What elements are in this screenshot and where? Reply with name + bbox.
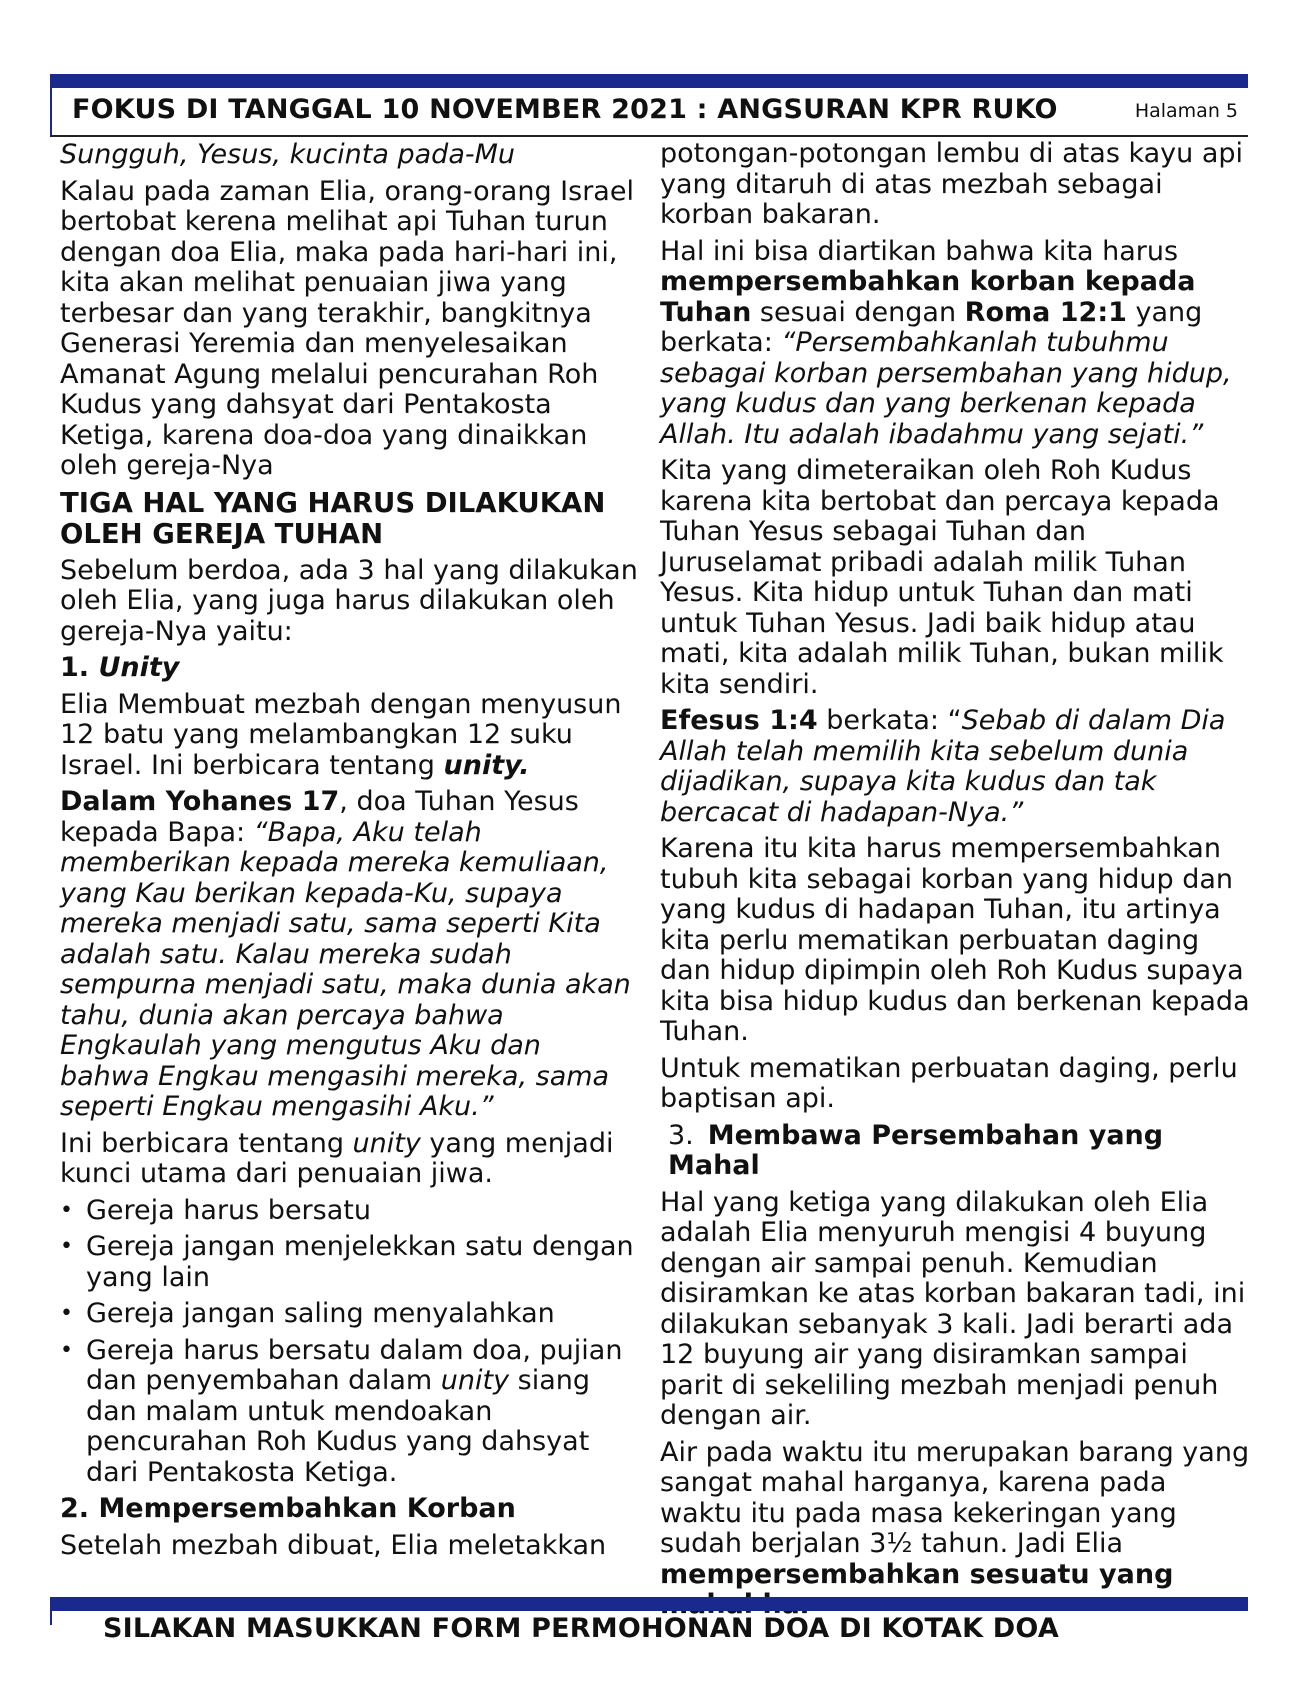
header-rule	[50, 135, 1248, 137]
quote: “Persembahkanlah tubuhmu sebagai korban persembahan yang hidup, yang kudus dan yang berkenan kepada Allah. Itu adalah ibadahmu yang sejati.”	[660, 327, 1232, 450]
page-header	[72, 92, 1248, 132]
point-number: 3.	[668, 1119, 694, 1151]
paragraph: Hal yang ketiga yang dilakukan oleh Elia adalah Elia menyuruh mengisi 4 buyung dengan air sampai penuh. Kemudian disiramkan ke atas korban bakaran tadi, ini dilakukan sebanyak 3 kali. Jadi berarti ada 12 buyung air yang disiramkan sampai parit di sekeliling mezbah menjadi penuh dengan air.	[660, 1186, 1246, 1431]
quote: “Bapa, Aku telah memberikan kepada mereka kemuliaan, yang Kau berikan kepada-Ku, supaya mereka menjadi satu, sama seperti Kita adalah satu. Kalau mereka sudah sempurna menjadi satu, maka dunia akan tahu, dunia akan percaya bahwa Engkaulah yang mengutus Aku dan bahwa Engkau mengasihi mereka, sama seperti Engkau mengasihi Aku.”	[60, 816, 631, 1122]
paragraph-text: yang menjadi kunci utama dari penuaian jiwa.	[60, 1127, 614, 1189]
point-title: Membawa Persembahan yang Mahal	[668, 1119, 1164, 1181]
footer-bar	[50, 1597, 1248, 1611]
paragraph: Kalau pada zaman Elia, orang-orang Israel bertobat kerena melihat api Tuhan turun dengan doa Elia, maka pada hari-hari ini, kita akan melihat penuaian jiwa yang terbesar dan yang terakhir, bangkitnya Generasi Yeremia dan menyelesaikan Amanat Agung melalui pencurahan Roh Kudus yang dahsyat dari Pentakosta Ketiga, karena doa-doa yang dinaikkan oleh gereja-Nya	[60, 175, 634, 481]
list-item-text: siang dan malam untuk mendoakan pencurahan Roh Kudus yang dahsyat dari Pentakosta Ketiga.	[86, 1365, 591, 1488]
emphasis: unity	[440, 1365, 510, 1396]
emphasis: unity	[352, 1127, 421, 1159]
song-line: Sungguh, Yesus, kucinta pada-Mu	[60, 139, 516, 170]
paragraph	[60, 690, 638, 782]
paragraph: Kita yang dimeteraikan oleh Roh Kudus karena kita bertobat dan percaya kepada Tuhan Yesus sebagai Tuhan dan Juruselamat pribadi adalah milik Tuhan Yesus. Kita hidup untuk Tuhan dan mati untuk Tuhan Yesus. Jadi baik hidup atau mati, kita adalah milik Tuhan, bukan milik kita sendiri.	[660, 455, 1224, 700]
paragraph-text: , doa Tuhan Yesus kepada Bapa:	[60, 786, 579, 848]
footer-text: SILAKAN MASUKKAN FORM PERMOHONAN DOA DI KOTAK DOA	[103, 1613, 1059, 1644]
right-column	[660, 139, 1250, 1627]
quote: Sebab di dalam Dia Allah telah memilih kita sebelum dunia dijadikan, supaya kita kudus dan tak bercacat di hadapan-Nya.”	[660, 705, 1226, 828]
list-item: • Gereja jangan saling menyalahkan	[84, 1299, 638, 1330]
list-item-text: Gereja harus bersatu dalam doa, pujian dan penyembahan dalam	[86, 1334, 623, 1396]
list-item: • Gereja harus bersatu	[84, 1196, 638, 1227]
paragraph-text: Ini berbicara tentang	[60, 1127, 353, 1159]
paragraph: Untuk mematikan perbuatan daging, perlu baptisan api.	[660, 1052, 1238, 1114]
header-bar-edge	[50, 88, 52, 136]
paragraph-text: yang berkata:	[660, 296, 1203, 358]
section-heading: TIGA HAL YANG HARUS DILAKUKAN OLEH GEREJA TUHAN	[60, 486, 606, 550]
paragraph	[60, 1129, 638, 1190]
paragraph	[660, 706, 1250, 828]
emphasis: mempersembahkan sesuatu yang	[660, 1558, 1174, 1590]
list-item	[84, 1336, 638, 1489]
point-heading-1	[60, 653, 638, 684]
left-column	[60, 140, 638, 1567]
point-heading-2: 2. Mempersembahkan Korban	[60, 1493, 516, 1524]
bullet-list	[60, 1196, 638, 1489]
paragraph-text: Air pada waktu itu merupakan barang yang sangat mahal harganya, karena pada waktu itu pada masa kekeringan yang sudah berjalan 3½ tahun. Jadi Elia	[660, 1436, 1250, 1559]
point-title: Unity	[98, 652, 180, 683]
paragraph	[60, 787, 638, 1123]
emphasis: unity.	[443, 749, 530, 781]
reference: Efesus 1:4	[660, 705, 818, 736]
paragraph-text: sesuai dengan	[751, 296, 965, 328]
paragraph: Sebelum berdoa, ada 3 hal yang dilakukan oleh Elia, yang juga harus dilakukan oleh gereja-Nya yaitu:	[60, 554, 638, 647]
paragraph: potongan-potongan lembu di atas kayu api yang ditaruh di atas mezbah sebagai korban bakaran.	[660, 138, 1244, 230]
header-title: FOKUS DI TANGGAL 10 NOVEMBER 2021 : ANGSURAN KPR RUKO	[72, 94, 1058, 125]
point-number: 1.	[60, 652, 99, 683]
paragraph	[660, 1438, 1250, 1621]
emphasis: mempersembahkan korban kepada Tuhan	[660, 266, 1196, 328]
paragraph-text: Hal ini bisa diartikan bahwa kita harus	[660, 235, 1179, 267]
reference: Dalam Yohanes 17	[60, 786, 340, 817]
paragraph: Karena itu kita harus mempersembahkan tubuh kita sebagai korban yang hidup dan yang kudus di hadapan Tuhan, itu artinya kita perlu mematikan perbuatan daging dan hidup dipimpin oleh Roh Kudus supaya kita bisa hidup kudus dan berkenan kepada Tuhan.	[660, 833, 1250, 1047]
paragraph-text: berkata: “	[817, 705, 962, 736]
paragraph: Setelah mezbah dibuat, Elia meletakkan	[60, 1529, 607, 1561]
point-heading-3	[668, 1121, 1250, 1182]
header-bar	[50, 74, 1248, 88]
page-number: Halaman 5	[1134, 100, 1238, 122]
footer-bar-edge	[50, 1611, 52, 1625]
paragraph	[660, 237, 1250, 451]
list-item: • Gereja jangan menjelekkan satu dengan yang lain	[84, 1232, 638, 1293]
paragraph-text: Elia Membuat mezbah dengan menyusun 12 batu yang melambangkan 12 suku Israel. Ini berbicara tentang	[60, 688, 622, 781]
reference: Roma 12:1	[964, 296, 1127, 328]
